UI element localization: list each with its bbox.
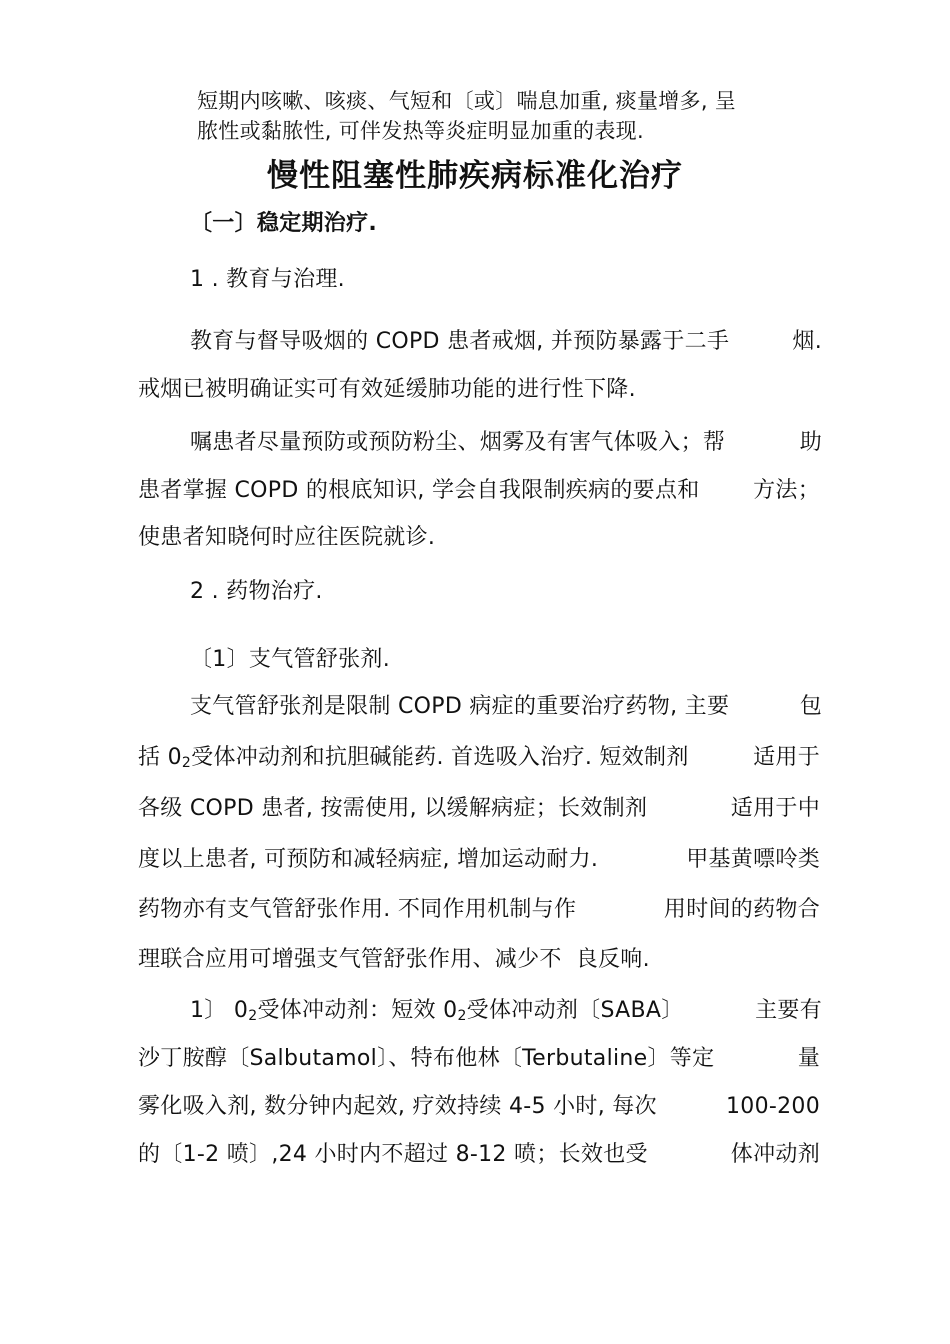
para3-line2-prefix: 括 <box>138 745 161 770</box>
item-education: 1 . 教育与治理. <box>190 267 345 292</box>
page-title: 慢性阻塞性肺疾病标准化治疗 <box>267 158 683 194</box>
para4-line3 <box>138 1092 820 1122</box>
section-heading-stable: 〔一〕稳定期治疗. <box>190 211 378 236</box>
para4-number: 1〕 <box>190 998 227 1023</box>
para4-line4-a: 的〔1-2 喷〕,24 小时内不超过 8-12 喷；长效也受 <box>138 1142 648 1167</box>
para3-line1 <box>190 692 822 722</box>
para2-line1 <box>190 428 822 458</box>
para3-line3-b: 适用于中 <box>730 796 820 821</box>
para3-line2 <box>138 743 820 778</box>
para3-line5-b: 用时间的药物合 <box>663 897 820 922</box>
para4-line1-text: 受体冲动剂：短效 <box>257 998 436 1023</box>
para1-line2: 戒烟已被明确证实可有效延缓肺功能的进行性下降. <box>138 377 636 402</box>
para3-line6 <box>138 945 650 975</box>
item-drug-therapy: 2 . 药物治疗. <box>190 579 323 604</box>
para3-line2-c: 适用于 <box>753 745 820 770</box>
para3-line4-a: 度以上患者, 可预防和减轻病症, 增加运动耐力. <box>138 847 599 872</box>
para4-line1-a <box>190 996 684 1031</box>
beta-symbol: 0 <box>167 745 182 770</box>
beta-subscript-2: 2 <box>457 1008 467 1024</box>
para4-line2 <box>138 1044 820 1074</box>
para4-line4-b: 体冲动剂 <box>730 1142 820 1167</box>
para3-line3 <box>138 794 820 824</box>
para4-line2-a: 沙丁胺醇〔Salbutamol〕、特布他林〔Terbutaline〕等定 <box>138 1046 715 1071</box>
para2-line1-b: 助 <box>799 430 822 455</box>
para4-line2-b: 量 <box>797 1046 820 1071</box>
para4-line1 <box>190 996 822 1031</box>
para2-line1-a: 嘱患者尽量预防或预防粉尘、烟雾及有害气体吸入；帮 <box>190 430 726 455</box>
para3-line2-text: 受体冲动剂和抗胆碱能药. 首选吸入治疗. 短效制剂 <box>191 745 689 770</box>
para3-line5-a: 药物亦有支气管舒张作用. 不同作用机制与作 <box>138 897 577 922</box>
para1-line1-b: 烟. <box>792 329 822 354</box>
intro-line-2: 脓性或黏脓性, 可伴发热等炎症明显加重的表现. <box>197 119 644 143</box>
intro-line-1: 短期内咳嗽、咳痰、气短和〔或〕喘息加重, 痰量增多, 呈 <box>197 89 737 113</box>
para3-line6-a: 理联合应用可增强支气管舒张作用、减少不 <box>138 947 562 972</box>
para3-line3-a: 各级 COPD 患者, 按需使用, 以缓解病症；长效制剂 <box>138 796 648 821</box>
para3-line5 <box>138 895 820 925</box>
para3-line1-b: 包 <box>799 694 822 719</box>
para2-line3: 使患者知晓何时应往医院就诊. <box>138 525 436 550</box>
para3-line4 <box>138 845 820 875</box>
para4-line3-b: 100-200 <box>725 1094 820 1119</box>
para4-line1-text-2: 受体冲动剂〔SABA〕 <box>466 998 684 1023</box>
para4-line1-d: 主要有 <box>755 998 822 1023</box>
para1-line1-a: 教育与督导吸烟的 COPD 患者戒烟, 并预防暴露于二手 <box>190 329 730 354</box>
para2-line2 <box>138 476 820 506</box>
para4-line4 <box>138 1140 820 1170</box>
beta-subscript: 2 <box>181 755 192 771</box>
sub-bronchodilators: 〔1〕支气管舒张剂. <box>190 647 390 672</box>
beta-subscript: 2 <box>248 1008 258 1024</box>
beta-symbol: 0 <box>233 998 249 1023</box>
para1-line1 <box>190 327 822 357</box>
para3-line1-a: 支气管舒张剂是限制 COPD 病症的重要治疗药物, 主要 <box>190 694 730 719</box>
para2-line2-b: 方法； <box>753 478 820 503</box>
para3-line2-a <box>138 743 689 778</box>
para4-line3-a: 雾化吸入剂, 数分钟内起效, 疗效持续 4-5 小时, 每次 <box>138 1094 657 1119</box>
para3-line6-b: 良反响. <box>575 947 650 972</box>
beta-symbol-2: 0 <box>443 998 458 1023</box>
para3-line4-b: 甲基黄嘌呤类 <box>686 847 820 872</box>
para2-line2-a: 患者掌握 COPD 的根底知识, 学会自我限制疾病的要点和 <box>138 478 700 503</box>
